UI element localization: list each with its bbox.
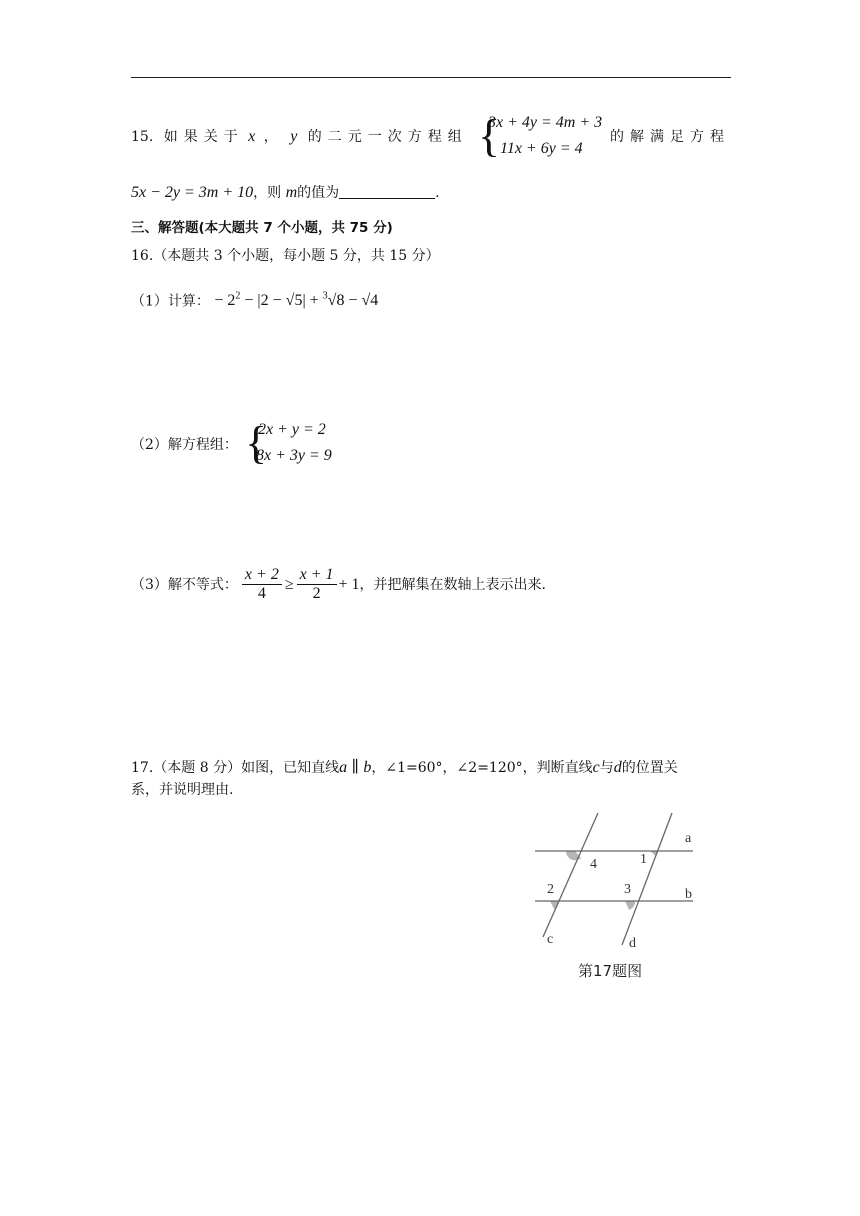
q16-part1-label: （1）计算： xyxy=(131,293,210,310)
q15-line2-text: ，则 xyxy=(253,185,282,201)
q15-line1 xyxy=(131,127,468,147)
angle-3-mark xyxy=(625,901,635,910)
line-c xyxy=(543,813,598,937)
q16-part2-equation-1: 2x + y = 2 xyxy=(258,421,326,438)
q16-header: 16.（本题共 3 个小题，每小题 5 分，共 15 分） xyxy=(131,248,440,264)
q17-figure-caption: 第17题图 xyxy=(578,962,643,980)
q17-var-b: b xyxy=(363,759,372,776)
q16-part1-expr-c: √8 − √4 xyxy=(327,292,379,310)
q16-part1-root-index: 3 xyxy=(322,291,328,302)
q17-figure xyxy=(525,805,715,955)
q15-line2-end: 的值为 xyxy=(297,185,340,201)
q16-part3-plus-one: + 1 xyxy=(338,575,360,593)
q17-line1-end: 的位置关 xyxy=(621,760,678,776)
section-3-title: 三、解答题(本大题共 7 个小题，共 75 分) xyxy=(131,220,393,236)
q16-part1 xyxy=(131,287,378,311)
q17-line2: 系，并说明理由. xyxy=(131,782,234,798)
q15-equation-1: 3x + 4y = 4m + 3 xyxy=(488,114,603,131)
q15-var-y: y xyxy=(290,128,298,145)
q16-part3-fraction-2 xyxy=(297,566,337,603)
q15-answer-blank[interactable] xyxy=(339,184,435,199)
label-c: c xyxy=(547,932,554,947)
q16-part3-tail: ，并把解集在数轴上表示出来. xyxy=(359,576,546,593)
label-b: b xyxy=(685,887,692,902)
q15-text-c: 的解满足方程 xyxy=(610,129,730,145)
q15-comma: ， xyxy=(263,129,278,145)
q16-part3-den-2: 2 xyxy=(312,585,321,602)
q16-part3 xyxy=(131,566,546,603)
q17-parallel-symbol: ∥ xyxy=(351,759,359,776)
q17-var-c: c xyxy=(592,759,600,776)
q15-period: . xyxy=(435,185,440,201)
q16-part1-expr-a: − 2 xyxy=(214,292,236,310)
q15-text-a: 如果关于 xyxy=(163,129,244,145)
label-3: 3 xyxy=(624,882,631,897)
q15-line2 xyxy=(131,183,440,203)
line-d xyxy=(622,813,672,945)
q17-line1 xyxy=(131,758,678,778)
label-2: 2 xyxy=(547,882,554,897)
q17-angles: ，∠1=60°，∠2=120°，判断直线 xyxy=(371,760,593,776)
q16-part1-expr-b: − |2 − √5| + xyxy=(240,292,323,310)
q16-part2-equation-2: 8x + 3y = 9 xyxy=(256,447,332,464)
header-rule xyxy=(131,77,731,78)
q16-part3-geq: ≥ xyxy=(284,575,294,593)
q17-var-d: d xyxy=(613,759,622,776)
q15-text-b: 的二元一次方程组 xyxy=(307,129,468,145)
q16-part3-num-2: x + 1 xyxy=(297,566,337,585)
q16-part1-expression xyxy=(214,292,378,309)
q16-part2-label: （2）解方程组： xyxy=(131,437,238,453)
q15-var-m: m xyxy=(285,184,298,201)
q15-number: 15. xyxy=(131,129,154,145)
q16-part3-fraction-1 xyxy=(242,566,282,603)
q17-var-a: a xyxy=(339,759,348,776)
q16-part2-brace: { xyxy=(245,417,268,468)
q17-with: 与 xyxy=(599,760,614,776)
q17-line1-text: 17.（本题 8 分）如图，已知直线 xyxy=(131,760,340,776)
q16-part3-num-1: x + 2 xyxy=(242,566,282,585)
q15-equation-2: 11x + 6y = 4 xyxy=(500,140,583,157)
q16-part3-den-1: 4 xyxy=(257,585,266,602)
q16-part1-exponent: 2 xyxy=(235,291,241,302)
q16-part3-label: （3）解不等式： xyxy=(131,576,238,593)
q15-var-x: x xyxy=(248,128,256,145)
label-a: a xyxy=(685,831,692,846)
q15-condition-equation: 5x − 2y = 3m + 10 xyxy=(131,184,254,201)
label-1: 1 xyxy=(640,852,647,867)
q15-system-brace: { xyxy=(478,110,501,161)
label-d: d xyxy=(629,936,636,951)
label-4: 4 xyxy=(590,857,597,872)
